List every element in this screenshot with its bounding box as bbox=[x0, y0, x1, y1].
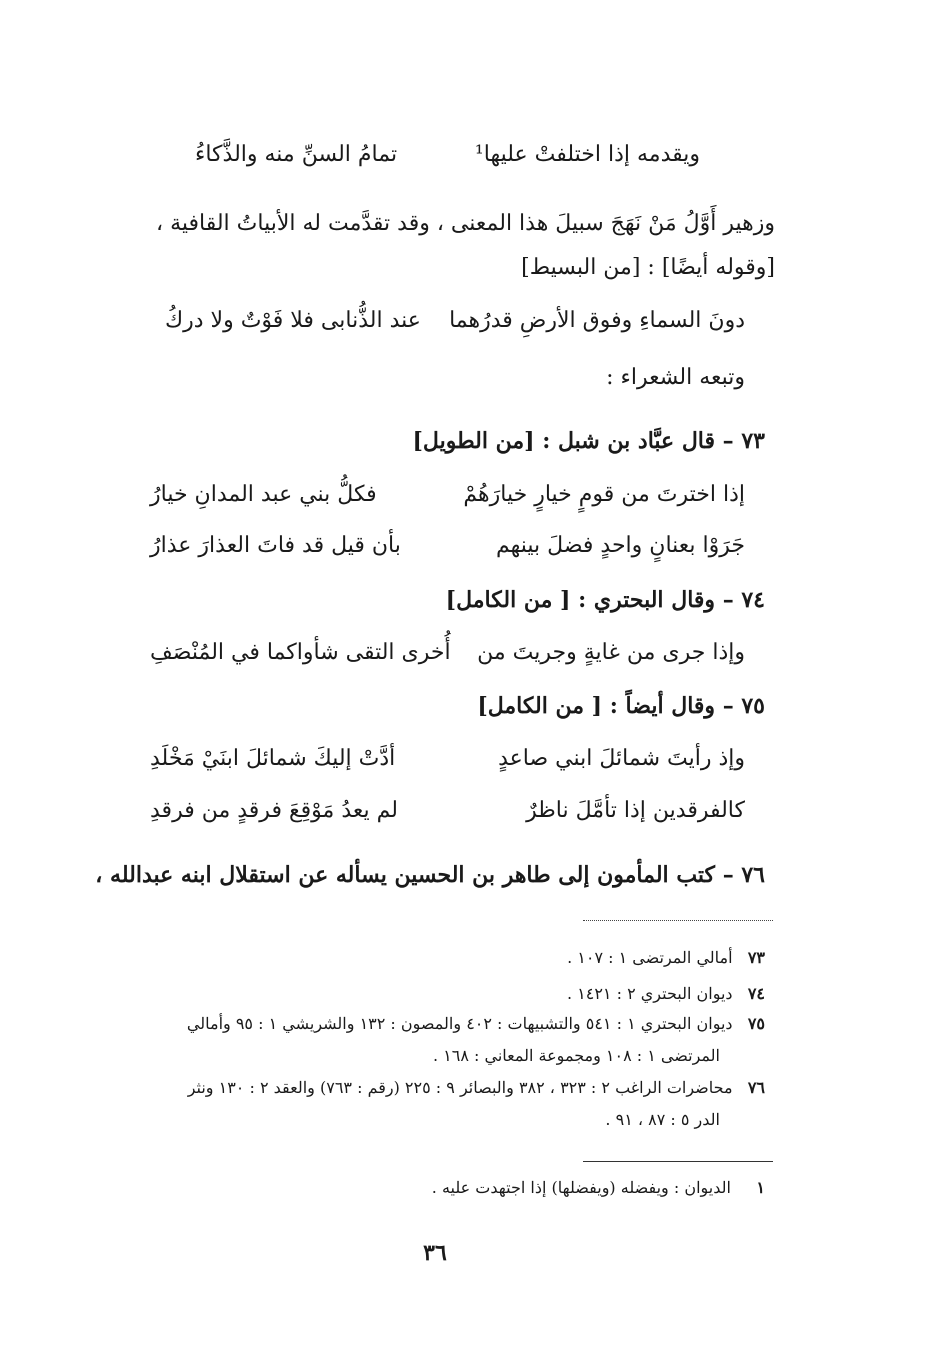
paragraph-line: وزهير أَوَّلُ مَنْ نَهَجَ سبيلَ هذا المعنى ، وقد تقدَّمت له الأبياتُ القافية ، bbox=[155, 211, 775, 236]
verse-hemistich-left: لم يعدُ مَوْقِعَ فرقدٍ من فرقدِ bbox=[150, 798, 398, 823]
verse-hemistich-left: أُخرى التقى شأواكما في المُنْصَفِ bbox=[150, 640, 451, 665]
note-text: الديوان : ويفضله (ويفضلها) إذا اجتهدت عليه . bbox=[431, 1178, 731, 1197]
verse-hemistich-left: أدَّتْ إليكَ شمائلَ ابنَيْ مَخْلَدِ bbox=[150, 746, 396, 771]
verse-hemistich-right: ويقدمه إذا اختلفتْ عليها¹ bbox=[474, 142, 700, 167]
footnote-continuation: المرتضى ١ : ١٠٨ ومجموعة المعاني : ١٦٨ . bbox=[433, 1046, 720, 1065]
paragraph-line: [وقوله أيضًا] : [من البسيط] bbox=[521, 255, 775, 280]
footnote-text: أمالي المرتضى ١ : ١٠٧ . bbox=[567, 948, 733, 967]
verse-hemistich-right: كالفرقدين إذا تأمَّلَ ناظرٌ bbox=[526, 798, 745, 823]
verse-hemistich-right: وإذ رأيتَ شمائلَ ابني صاعدٍ bbox=[498, 746, 745, 771]
entry-heading-76: ٧٦ – كتب المأمون إلى طاهر بن الحسين يسأله عن استقلال ابنه عبدالله ، bbox=[95, 862, 765, 888]
footnote bbox=[187, 1014, 765, 1034]
footnote-number: ٧٤ bbox=[747, 984, 765, 1003]
verse-hemistich-right: دونَ السماءِ وفوق الأرضِ قدرُهما bbox=[449, 308, 745, 333]
verse-line bbox=[150, 746, 745, 772]
footnote bbox=[188, 1078, 765, 1098]
verse-line bbox=[150, 798, 745, 824]
verse-hemistich-right: إذا اخترتَ من قومٍ خيارٍ خيارَهُمْ bbox=[463, 482, 745, 507]
entry-heading-75: ٧٥ – وقال أيضاً : [ من الكامل] bbox=[477, 693, 765, 719]
verse-hemistich-right: جَرَوْا بعنانٍ واحدٍ فضلَ بينهم bbox=[495, 533, 745, 558]
verse-hemistich-left: بأن قيل قد فاتَ العذارَ عذارُ bbox=[150, 533, 401, 558]
footnote bbox=[567, 948, 765, 968]
footnote-number: ٧٦ bbox=[747, 1078, 765, 1097]
verse-line bbox=[150, 533, 745, 559]
footnote-text: ديوان البحتري ٢ : ١٤٢١ . bbox=[566, 984, 733, 1003]
verse-hemistich-left: تمامُ السنِّ منه والذَّكاءُ bbox=[195, 142, 398, 167]
footnote-text: محاضرات الراغب ٢ : ٣٢٣ ، ٣٨٢ والبصائر ٩ : ٢٢٥ (رقم : ٧٦٣) والعقد ٢ : ١٣٠ ونثر bbox=[187, 1078, 733, 1097]
entry-heading-74: ٧٤ – وقال البحتري : [ من الكامل] bbox=[445, 587, 765, 613]
paragraph-line: وتبعه الشعراء : bbox=[606, 365, 745, 390]
note-number: ١ bbox=[756, 1178, 765, 1197]
note bbox=[432, 1178, 765, 1198]
footnote-text: ديوان البحتري ١ : ٥٤١ والتشبيهات : ٤٠٢ والمصون : ١٣٢ والشريشي ١ : ٩٥ وأمالي bbox=[186, 1014, 733, 1033]
entry-heading-73: ٧٣ – قال عبَّاد بن شبل : [من الطويل] bbox=[412, 428, 765, 454]
page-number: ٣٦ bbox=[423, 1240, 447, 1266]
footnote-divider bbox=[583, 920, 773, 921]
verse-hemistich-left: عند الذُّنابى فلا فَوْتٌ ولا دركُ bbox=[165, 308, 421, 333]
footnote bbox=[567, 984, 765, 1004]
verse-line bbox=[165, 308, 745, 334]
note-divider bbox=[583, 1161, 773, 1162]
verse-line bbox=[150, 640, 745, 666]
footnote-continuation: الدر ٥ : ٨٧ ، ٩١ . bbox=[605, 1110, 720, 1129]
footnote-number: ٧٥ bbox=[747, 1014, 765, 1033]
verse-line bbox=[150, 482, 745, 508]
verse-hemistich-left: فكلُّ بني عبد المدانِ خيارُ bbox=[150, 482, 377, 507]
verse-line bbox=[195, 142, 700, 168]
verse-hemistich-right: وإذا جرى من غايةٍ وجريتَ من bbox=[477, 640, 745, 665]
footnote-number: ٧٣ bbox=[747, 948, 765, 967]
